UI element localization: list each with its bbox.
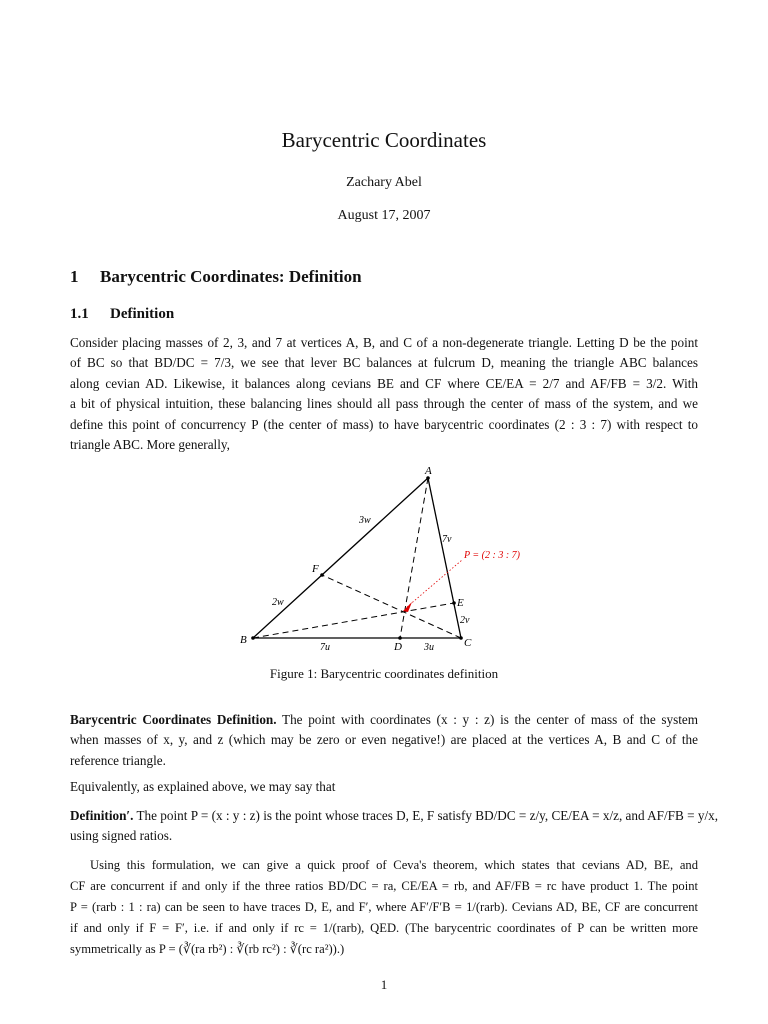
label-c: C [464, 637, 472, 649]
definition-prime-heading: Definition′. [70, 808, 134, 823]
figure-caption: Figure 1: Barycentric coordinates definition [269, 666, 499, 681]
section-number: 1 [70, 267, 79, 286]
cevian-cf [322, 575, 461, 638]
barycentric-figure [230, 460, 530, 656]
section-title: Barycentric Coordinates: Definition [100, 267, 362, 286]
side-ab [253, 478, 428, 638]
label-d: D [394, 641, 402, 653]
intro-paragraph [70, 333, 698, 455]
point-b [251, 636, 255, 640]
document-date: August 17, 2007 [337, 208, 431, 223]
text-line [70, 710, 698, 730]
point-d [398, 636, 402, 640]
label-b: B [240, 634, 247, 646]
page-number: 1 [380, 977, 388, 992]
text-line: using signed ratios. [70, 828, 173, 844]
text-line: when masses of x, y, and z (which may be zero or even negative!) are placed at the vertices A, B and C of the [70, 732, 698, 748]
point-e [452, 601, 456, 605]
label-7v: 7v [442, 534, 452, 545]
text-line [70, 806, 718, 826]
section-heading [70, 267, 362, 287]
text-line: Using this formulation, we can give a quick proof of Ceva's theorem, which states that cevians AD, BE, and [90, 858, 698, 872]
label-7u: 7u [320, 642, 330, 653]
text-line: P = (rarb : 1 : ra) can be seen to have traces D, E, and F′, where AF′/F′B = 1/(rarb). Cevians AD, BE, CF are concurrent [70, 900, 698, 914]
label-2v: 2v [460, 615, 470, 626]
cevian-ad [400, 478, 428, 638]
subsection-title: Definition [110, 306, 175, 322]
label-2w: 2w [272, 597, 284, 608]
definition-paragraph [70, 710, 698, 771]
ceva-paragraph [70, 855, 698, 960]
cevian-be [253, 603, 454, 638]
text-line: Consider placing masses of 2, 3, and 7 at vertices A, B, and C of a non-degenerate triangle. Letting D be the point [70, 335, 698, 350]
label-3w: 3w [359, 515, 371, 526]
text-line: if and only if F = F′, i.e. if and only if rc = 1/(rarb), QED. (The barycentric coordinates of P can be written more [70, 921, 698, 935]
document-title: Barycentric Coordinates [281, 128, 487, 152]
label-e: E [457, 597, 464, 609]
point-c [459, 636, 463, 640]
subsection-number: 1.1 [70, 306, 89, 322]
equivalently-paragraph [70, 777, 698, 797]
subsection-heading [70, 306, 174, 323]
definition-prime-text: The point P = (x : y : z) is the point whose traces D, E, F satisfy BD/DC = z/y, CE/EA = x/z, and AF/FB = y/x, [136, 808, 718, 823]
label-p: P = (2 : 3 : 7) [464, 550, 520, 561]
author-name: Zachary Abel [346, 175, 422, 190]
label-3u: 3u [424, 642, 434, 653]
text-line: define this point of concurrency P (the center of mass) to have barycentric coordinates (2 : 3 : 7) with respect to [70, 416, 698, 432]
definition-heading: Barycentric Coordinates Definition. [70, 712, 277, 727]
text-line: reference triangle. [70, 752, 166, 768]
label-a: A [425, 465, 432, 477]
side-ac [428, 478, 461, 638]
point-f [320, 573, 324, 577]
label-f: F [312, 563, 319, 575]
text-line: along cevian AD. Likewise, it balances along cevians BE and CF where CE/EA = 2/7 and AF/FB = 3/2. With [70, 375, 698, 391]
text-line: CF are concurrent if and only if the three ratios BD/DC = ra, CE/EA = rb, and AF/FB = rc have product 1. The point [70, 879, 698, 893]
text-line: of BC so that BD/DC = 7/3, we see that lever BC balances at fulcrum D, meaning the triangle ABC balances [70, 355, 698, 371]
text-line: triangle ABC. More generally, [70, 437, 230, 453]
text-line: a bit of physical intuition, these balancing lines should all pass through the center of mass of the system, and we [70, 396, 698, 412]
definition-prime-paragraph [70, 806, 718, 847]
text-line: symmetrically as P = (∛(ra rb²) : ∛(rb rc²) : ∛(rc ra²)).) [70, 942, 345, 956]
text-line: Equivalently, as explained above, we may say that [70, 779, 336, 794]
definition-text: The point with coordinates (x : y : z) is the center of mass of the system [282, 712, 699, 727]
